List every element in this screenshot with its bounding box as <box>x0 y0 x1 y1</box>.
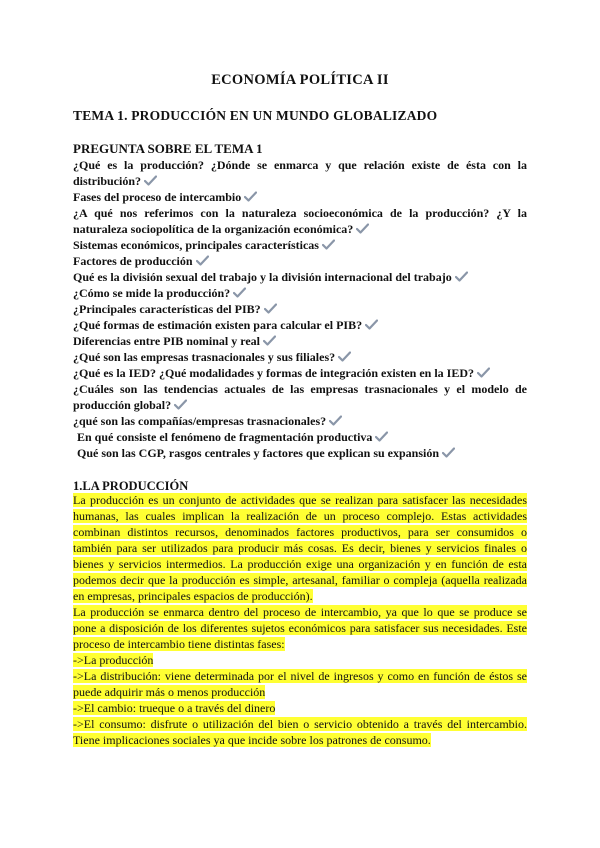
check-mark-icon <box>338 351 351 362</box>
question-item <box>73 429 527 445</box>
question-item <box>73 301 527 317</box>
questions-list <box>73 157 527 461</box>
section-heading: 1.LA PRODUCCIÓN <box>73 479 189 493</box>
question-text: Qué es la división sexual del trabajo y la división internacional del trabajo <box>73 270 452 284</box>
question-item <box>73 317 527 333</box>
check-mark-icon <box>329 415 342 426</box>
question-item <box>73 381 527 413</box>
body-paragraph <box>73 604 527 652</box>
question-text: En qué consiste el fenómeno de fragmentación productiva <box>77 430 373 444</box>
unit-heading: TEMA 1. PRODUCCIÓN EN UN MUNDO GLOBALIZADO <box>73 108 438 123</box>
question-item <box>73 285 527 301</box>
check-mark-icon <box>442 447 455 458</box>
check-mark-icon <box>365 319 378 330</box>
question-text: ¿Cómo se mide la producción? <box>73 286 231 300</box>
check-mark-icon <box>322 239 335 250</box>
question-item <box>73 269 527 285</box>
check-mark-icon <box>244 191 257 202</box>
question-text: ¿Qué son las empresas trasnacionales y sus filiales? <box>73 350 336 364</box>
question-text: ¿Qué es la producción? ¿Dónde se enmarca y que relación existe de ésta con la distribución? <box>73 158 527 188</box>
check-mark-icon <box>196 255 209 266</box>
check-mark-icon <box>477 367 490 378</box>
question-item <box>73 205 527 237</box>
body-paragraph <box>73 668 527 700</box>
document-title: ECONOMÍA POLÍTICA II <box>211 72 389 88</box>
question-item <box>73 333 527 349</box>
question-text: ¿Qué formas de estimación existen para calcular el PIB? <box>73 318 363 332</box>
question-item <box>73 237 527 253</box>
body-paragraph <box>73 700 527 716</box>
highlighted-text: ->El cambio: trueque o a través del dinero <box>73 701 276 715</box>
question-text: Diferencias entre PIB nominal y real <box>73 334 260 348</box>
section-body <box>73 492 527 748</box>
highlighted-text: La producción se enmarca dentro del proceso de intercambio, ya que lo que se produce se pone a disposición de los diferentes sujetos económicos para satisfacer sus necesidades. Este proceso de intercambio tiene distintas fases: <box>73 605 527 651</box>
body-paragraph <box>73 716 527 748</box>
question-text: ¿qué son las compañías/empresas trasnacionales? <box>73 414 327 428</box>
check-mark-icon <box>375 431 388 442</box>
questions-heading: PREGUNTA SOBRE EL TEMA 1 <box>73 141 263 156</box>
check-mark-icon <box>356 223 369 234</box>
check-mark-icon <box>264 303 277 314</box>
highlighted-text: ->La producción <box>73 653 154 667</box>
question-item <box>73 253 527 269</box>
question-text: ¿Principales características del PIB? <box>73 302 261 316</box>
check-mark-icon <box>263 335 276 346</box>
highlighted-text: ->La distribución: viene determinada por el nivel de ingresos y como en función de éstos se puede adquirir más o menos producción <box>73 669 527 699</box>
question-text: Fases del proceso de intercambio <box>73 190 242 204</box>
question-text: Factores de producción <box>73 254 193 268</box>
question-text: ¿Qué es la IED? ¿Qué modalidades y formas de integración existen en la IED? <box>73 366 474 380</box>
question-text: ¿A qué nos referimos con la naturaleza socioeconómica de la producción? ¿Y la naturaleza sociopolítica de la organización económica? <box>73 206 527 236</box>
question-item <box>73 157 527 189</box>
check-mark-icon <box>233 287 246 298</box>
question-item <box>73 413 527 429</box>
highlighted-text: ->El consumo: disfrute o utilización del bien o servicio obtenido a través del intercambio. Tiene implicaciones sociales ya que incide sobre los patrones de consumo. <box>73 717 527 747</box>
check-mark-icon <box>455 271 468 282</box>
check-mark-icon <box>174 399 187 410</box>
question-item <box>73 349 527 365</box>
question-text: Sistemas económicos, principales características <box>73 238 319 252</box>
check-mark-icon <box>144 175 157 186</box>
body-paragraph <box>73 492 527 604</box>
question-text: Qué son las CGP, rasgos centrales y factores que explican su expansión <box>77 446 440 460</box>
question-item <box>73 445 527 461</box>
question-item <box>73 189 527 205</box>
body-paragraph <box>73 652 527 668</box>
highlighted-text: La producción es un conjunto de actividades que se realizan para satisfacer las necesidades humanas, las cuales implican la realización de un proceso complejo. Estas actividades combinan distintos recursos, denominados factores productivos, para ser consumidos o también para ser utilizados para producir más cosas. Es decir, bienes y servicios finales o bienes y servicios intermedios. La producción exige una organización y en función de esta podemos decir que la producción es simple, artesanal, familiar o compleja (aquella realizada en empresas, principales espacios de producción). <box>73 493 527 603</box>
question-item <box>73 365 527 381</box>
question-text: ¿Cuáles son las tendencias actuales de las empresas trasnacionales y el modelo de producción global? <box>73 382 527 412</box>
